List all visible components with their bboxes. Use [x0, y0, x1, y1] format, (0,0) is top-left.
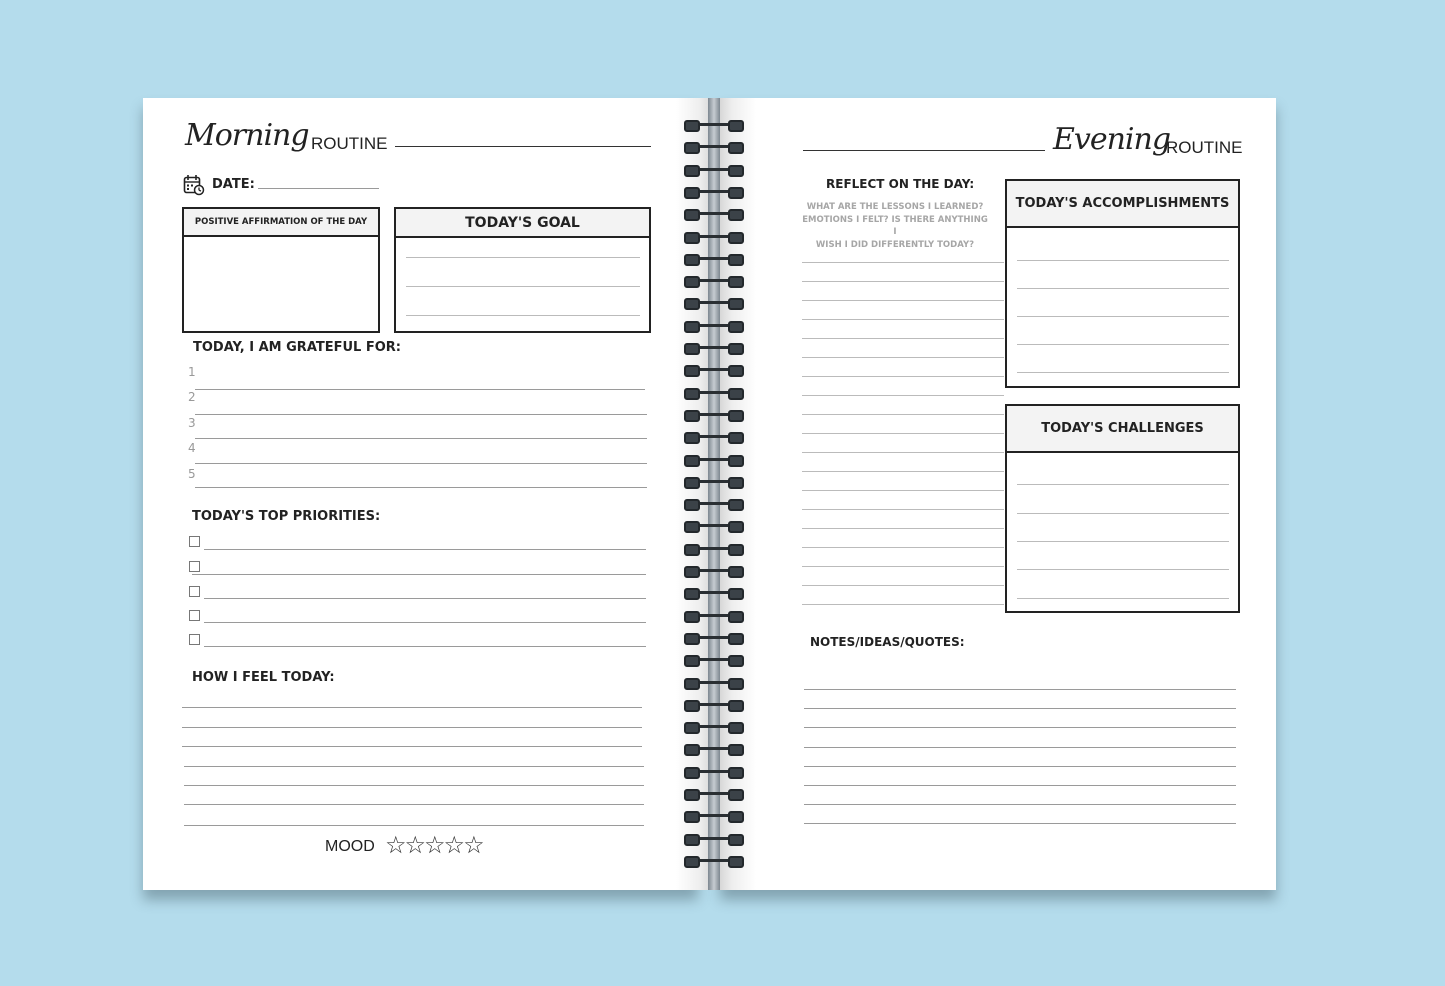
grateful-line[interactable]	[195, 414, 647, 415]
reflect-line[interactable]	[802, 376, 1004, 377]
priority-line[interactable]	[204, 646, 646, 647]
reflect-note-line: WISH I DID DIFFERENTLY TODAY?	[815, 239, 975, 250]
reflect-line[interactable]	[802, 300, 1004, 301]
reflect-line[interactable]	[802, 338, 1004, 339]
title-line	[395, 146, 651, 147]
date-line[interactable]	[258, 188, 379, 189]
reflect-note-line: WHAT ARE THE LESSONS I LEARNED?	[806, 202, 984, 212]
morning-title-routine: ROUTINE	[311, 134, 388, 153]
goal-line	[406, 286, 640, 287]
spiral-coil	[684, 455, 744, 465]
priority-checkbox[interactable]	[189, 536, 200, 547]
spiral-coil	[684, 232, 744, 242]
spiral-coil	[684, 767, 744, 777]
spiral-coil	[684, 611, 744, 621]
title-line	[803, 150, 1045, 151]
reflect-label: REFLECT ON THE DAY:	[826, 177, 975, 191]
spiral-coil	[684, 165, 744, 175]
grateful-label: TODAY, I AM GRATEFUL FOR:	[193, 340, 402, 355]
challenge-line	[1017, 513, 1229, 514]
spiral-coil	[684, 276, 744, 286]
spiral-coil	[684, 789, 744, 799]
spiral-coil	[684, 388, 744, 398]
grateful-line[interactable]	[195, 438, 647, 439]
priority-line[interactable]	[192, 574, 646, 575]
reflect-line[interactable]	[802, 547, 1004, 548]
accomplishment-line	[1017, 316, 1229, 317]
goal-box[interactable]	[394, 207, 651, 333]
feel-line[interactable]	[184, 785, 644, 786]
priority-checkbox[interactable]	[189, 610, 200, 621]
feel-label: HOW I FEEL TODAY:	[192, 670, 335, 685]
affirmation-title: POSITIVE AFFIRMATION OF THE DAY	[184, 209, 378, 237]
reflect-line[interactable]	[802, 509, 1004, 510]
priority-line[interactable]	[204, 549, 646, 550]
reflect-line[interactable]	[802, 528, 1004, 529]
grateful-line[interactable]	[195, 389, 645, 390]
notes-line[interactable]	[804, 766, 1236, 767]
grateful-number: 5	[188, 467, 196, 481]
challenge-line	[1017, 541, 1229, 542]
accomplishment-line	[1017, 344, 1229, 345]
spiral-coil	[684, 343, 744, 353]
spiral-coil	[684, 521, 744, 531]
accomplishment-line	[1017, 372, 1229, 373]
spiral-coil	[684, 678, 744, 688]
evening-title-routine: ROUTINE	[1166, 138, 1243, 157]
feel-line[interactable]	[184, 766, 644, 767]
spiral-coil	[684, 410, 744, 420]
spiral-coil	[684, 209, 744, 219]
reflect-line[interactable]	[802, 357, 1004, 358]
challenge-line	[1017, 598, 1229, 599]
reflect-line[interactable]	[802, 319, 1004, 320]
feel-line[interactable]	[182, 707, 642, 708]
spiral-coil	[684, 365, 744, 375]
notes-line[interactable]	[804, 708, 1236, 709]
grateful-number: 1	[188, 365, 196, 379]
mood-stars[interactable]: ☆☆☆☆☆	[385, 831, 483, 859]
reflect-line[interactable]	[802, 490, 1004, 491]
accomplishments-title: TODAY'S ACCOMPLISHMENTS	[1007, 181, 1238, 228]
reflect-line[interactable]	[802, 471, 1004, 472]
spiral-coil	[684, 298, 744, 308]
spiral-coil	[684, 544, 744, 554]
spiral-coil	[684, 432, 744, 442]
challenge-line	[1017, 569, 1229, 570]
spiral-coil	[684, 834, 744, 844]
reflect-line[interactable]	[802, 395, 1004, 396]
mood-label: MOOD	[325, 838, 375, 855]
goal-title: TODAY'S GOAL	[396, 209, 649, 238]
feel-line[interactable]	[182, 746, 642, 747]
grateful-number: 2	[188, 390, 196, 404]
priority-checkbox[interactable]	[189, 586, 200, 597]
spiral-coil	[684, 722, 744, 732]
grateful-line[interactable]	[195, 487, 647, 488]
affirmation-box[interactable]	[182, 207, 380, 333]
spiral-coil	[684, 633, 744, 643]
feel-line[interactable]	[184, 825, 644, 826]
spiral-coil	[684, 142, 744, 152]
date-label: DATE:	[212, 177, 255, 192]
reflect-line[interactable]	[802, 585, 1004, 586]
accomplishment-line	[1017, 288, 1229, 289]
challenge-line	[1017, 484, 1229, 485]
spiral-coil	[684, 120, 744, 130]
spiral-coil	[684, 254, 744, 264]
priority-line[interactable]	[204, 622, 646, 623]
reflect-line[interactable]	[802, 414, 1004, 415]
challenges-title: TODAY'S CHALLENGES	[1007, 406, 1238, 453]
notes-line[interactable]	[804, 823, 1236, 824]
goal-line	[406, 315, 640, 316]
spiral-coil	[684, 811, 744, 821]
challenges-box[interactable]	[1005, 404, 1240, 613]
feel-line[interactable]	[184, 804, 644, 805]
reflect-line[interactable]	[802, 262, 1004, 263]
spiral-coil	[684, 499, 744, 509]
spiral-coil	[684, 321, 744, 331]
reflect-note	[800, 201, 990, 251]
reflect-line[interactable]	[802, 433, 1004, 434]
feel-line[interactable]	[182, 727, 642, 728]
spiral-coil	[684, 588, 744, 598]
reflect-line[interactable]	[802, 452, 1004, 453]
notes-label: NOTES/IDEAS/QUOTES:	[810, 635, 965, 649]
spiral-coil	[684, 187, 744, 197]
morning-title-script: Morning	[185, 118, 309, 153]
spiral-coil	[684, 477, 744, 487]
reflect-note-line: EMOTIONS I FELT? IS THERE ANYTHING I	[802, 214, 988, 237]
notes-line[interactable]	[804, 785, 1236, 786]
spiral-coil	[684, 700, 744, 710]
reflect-line[interactable]	[802, 566, 1004, 567]
accomplishment-line	[1017, 260, 1229, 261]
reflect-line[interactable]	[802, 604, 1004, 605]
notes-line[interactable]	[804, 804, 1236, 805]
priority-line[interactable]	[204, 598, 646, 599]
accomplishments-box[interactable]	[1005, 179, 1240, 388]
grateful-line[interactable]	[195, 463, 647, 464]
priorities-label: TODAY'S TOP PRIORITIES:	[192, 509, 381, 524]
goal-line	[406, 257, 640, 258]
evening-title-script: Evening	[1053, 122, 1171, 157]
calendar-icon	[183, 174, 205, 196]
grateful-number: 3	[188, 416, 196, 430]
spiral-coil	[684, 566, 744, 576]
notes-line[interactable]	[804, 747, 1236, 748]
grateful-number: 4	[188, 441, 196, 455]
notes-line[interactable]	[804, 727, 1236, 728]
spiral-coil	[684, 655, 744, 665]
spiral-coil	[684, 744, 744, 754]
spiral-coil	[684, 856, 744, 866]
notes-line[interactable]	[804, 689, 1236, 690]
priority-checkbox[interactable]	[189, 634, 200, 645]
priority-checkbox[interactable]	[189, 561, 200, 572]
reflect-line[interactable]	[802, 281, 1004, 282]
